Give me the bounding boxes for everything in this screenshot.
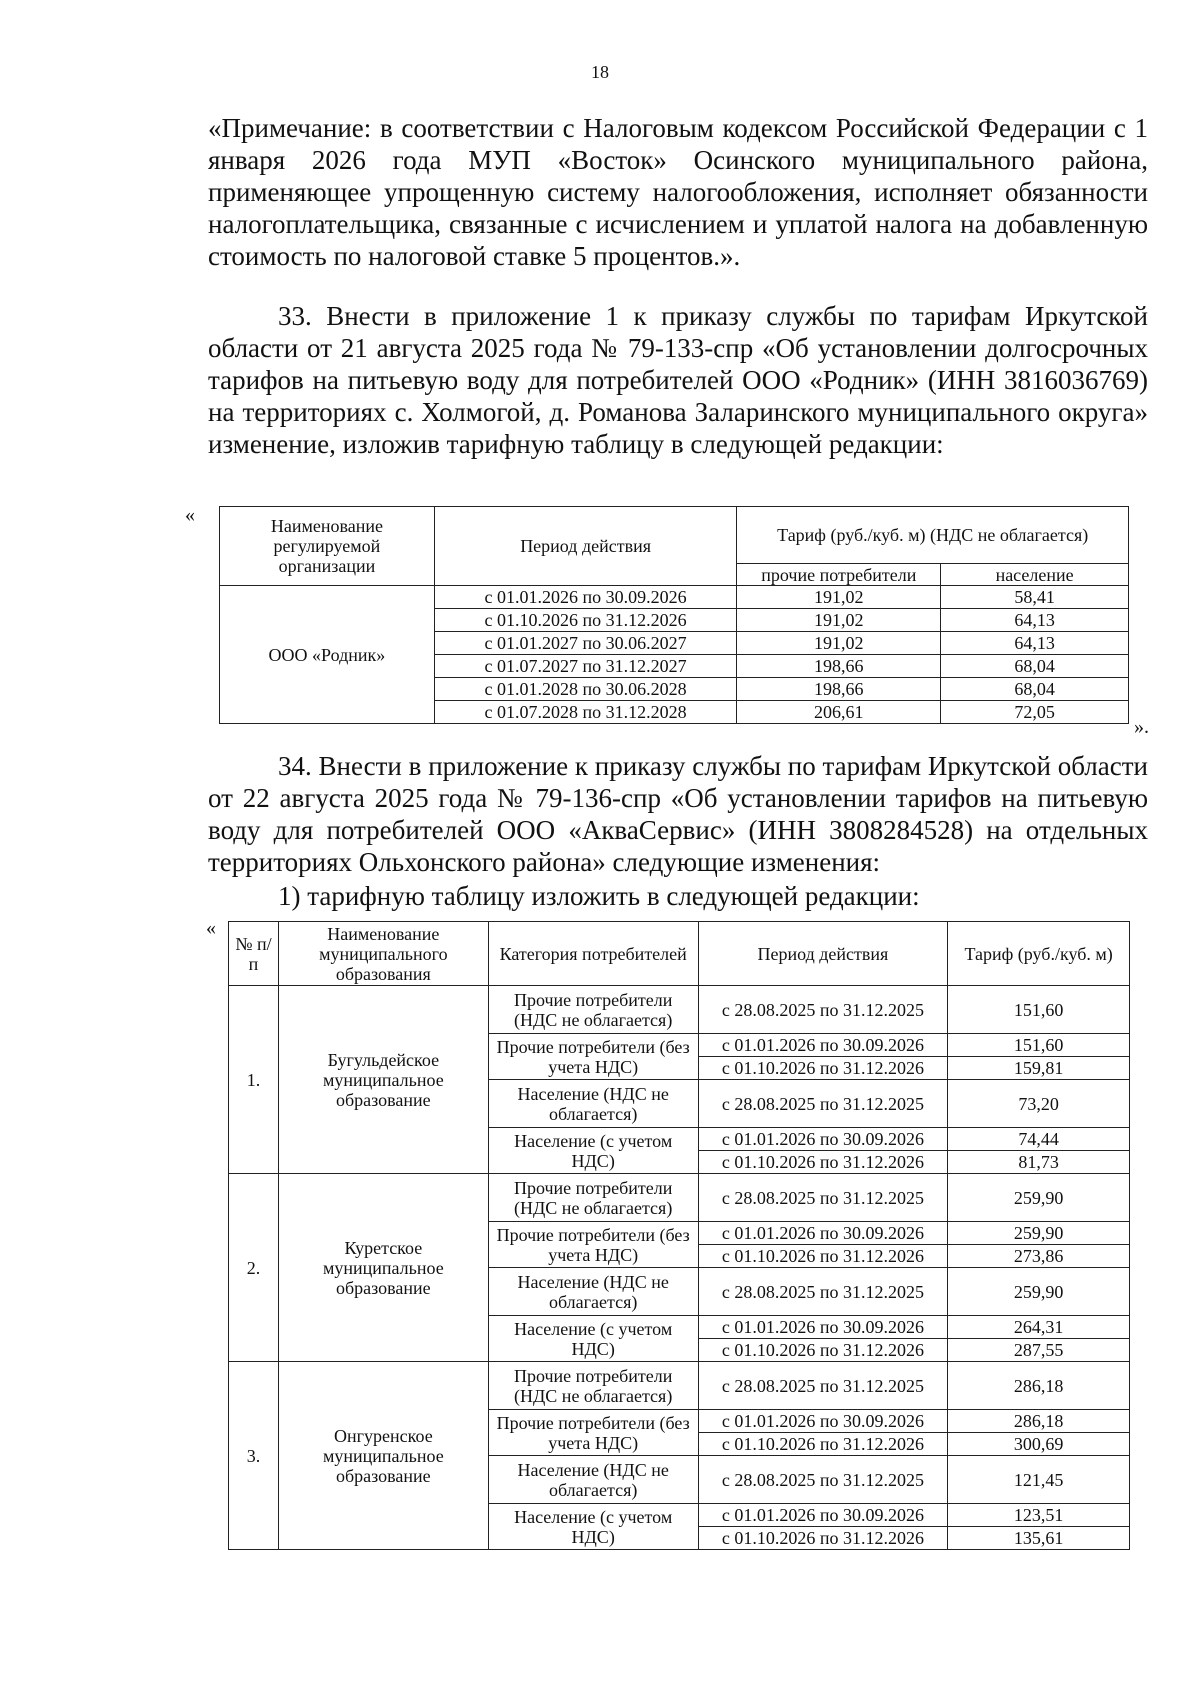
tariff-table-aquaservice xyxy=(228,921,1130,1550)
page-number: 18 xyxy=(591,62,609,82)
t2-tariff: 273,86 xyxy=(948,1245,1130,1268)
table-row xyxy=(229,1174,1130,1222)
t2-period: с 28.08.2025 по 31.12.2025 xyxy=(698,1456,948,1504)
t2-period: с 01.10.2026 по 31.12.2026 xyxy=(698,1527,948,1550)
t2-tariff: 264,31 xyxy=(948,1316,1130,1339)
t2-category: Прочие потребители (без учета НДС) xyxy=(488,1222,698,1268)
t1-others: 191,02 xyxy=(737,586,941,609)
t2-header-category: Категория потребителей xyxy=(488,922,698,986)
t2-municipality: Онгуренское муниципальное образование xyxy=(278,1362,488,1550)
t2-category: Население (НДС не облагается) xyxy=(488,1080,698,1128)
t2-municipality: Куретское муниципальное образование xyxy=(278,1174,488,1362)
t1-period: с 01.01.2027 по 30.06.2027 xyxy=(434,632,737,655)
t1-others: 191,02 xyxy=(737,632,941,655)
t2-period: с 28.08.2025 по 31.12.2025 xyxy=(698,1174,948,1222)
t2-category: Население (с учетом НДС) xyxy=(488,1504,698,1550)
t1-period: с 01.07.2027 по 31.12.2027 xyxy=(434,655,737,678)
tariff-table-rodnik xyxy=(219,506,1129,724)
t1-population: 68,04 xyxy=(941,655,1129,678)
t1-period: с 01.01.2026 по 30.09.2026 xyxy=(434,586,737,609)
t1-population: 68,04 xyxy=(941,678,1129,701)
t2-period: с 28.08.2025 по 31.12.2025 xyxy=(698,1362,948,1410)
t2-municipality: Бугульдейское муниципальное образование xyxy=(278,986,488,1174)
t2-row-num: 2. xyxy=(229,1174,279,1362)
table-row xyxy=(229,986,1130,1034)
item-34-sub1: 1) тарифную таблицу изложить в следующей редакции: xyxy=(278,881,920,911)
t2-period: с 01.10.2026 по 31.12.2026 xyxy=(698,1245,948,1268)
t2-tariff: 74,44 xyxy=(948,1128,1130,1151)
t2-period: с 01.10.2026 по 31.12.2026 xyxy=(698,1151,948,1174)
t2-tariff: 286,18 xyxy=(948,1362,1130,1410)
t2-tariff: 286,18 xyxy=(948,1410,1130,1433)
item-34-paragraph: 34. Внести в приложение к приказу службы по тарифам Иркутской области от 22 августа 2025 года № 79-136-спр «Об установлении тарифов на питьевую воду для потребителей ООО «АкваСервис» (ИНН 3808284528) на отдельных территориях Ольхонского района» следующие изменения: xyxy=(208,751,1148,877)
t1-population: 58,41 xyxy=(941,586,1129,609)
t2-category: Население (НДС не облагается) xyxy=(488,1456,698,1504)
t1-period: с 01.10.2026 по 31.12.2026 xyxy=(434,609,737,632)
t2-tariff: 81,73 xyxy=(948,1151,1130,1174)
t2-tariff: 73,20 xyxy=(948,1080,1130,1128)
note-paragraph: «Примечание: в соответствии с Налоговым кодексом Российской Федерации с 1 января 2026 года МУП «Восток» Осинского муниципального района, применяющее упрощенную систему налогообложения, исполняет обязанности налогоплательщика, связанные с исчислением и уплатой налога на добавленную стоимость по налоговой ставке 5 процентов.». xyxy=(208,113,1148,271)
t1-population: 64,13 xyxy=(941,609,1129,632)
t2-category: Население (с учетом НДС) xyxy=(488,1316,698,1362)
item-33-paragraph: 33. Внести в приложение 1 к приказу службы по тарифам Иркутской области от 21 августа 2025 года № 79-133-спр «Об установлении долгосрочных тарифов на питьевую воду для потребителей ООО «Родник» (ИНН 3816036769) на территориях с. Холмогой, д. Романова Заларинского муниципального округа» изменение, изложив тарифную таблицу в следующей редакции: xyxy=(208,301,1148,459)
t2-tariff: 121,45 xyxy=(948,1456,1130,1504)
t1-population: 64,13 xyxy=(941,632,1129,655)
t1-others: 198,66 xyxy=(737,678,941,701)
t1-header-org: Наименование регулируемой организации xyxy=(220,507,435,586)
t2-tariff: 259,90 xyxy=(948,1222,1130,1245)
table-row xyxy=(220,586,1129,609)
table-row xyxy=(229,1362,1130,1410)
t2-period: с 01.01.2026 по 30.09.2026 xyxy=(698,1128,948,1151)
t2-period: с 01.10.2026 по 31.12.2026 xyxy=(698,1433,948,1456)
t2-period: с 28.08.2025 по 31.12.2025 xyxy=(698,986,948,1034)
t1-population: 72,05 xyxy=(941,701,1129,724)
t1-period: с 01.07.2028 по 31.12.2028 xyxy=(434,701,737,724)
t1-org-name: ООО «Родник» xyxy=(220,586,435,724)
t2-period: с 28.08.2025 по 31.12.2025 xyxy=(698,1268,948,1316)
t1-header-tariff: Тариф (руб./куб. м) (НДС не облагается) xyxy=(737,507,1129,564)
t2-header-tariff: Тариф (руб./куб. м) xyxy=(948,922,1130,986)
t2-tariff: 300,69 xyxy=(948,1433,1130,1456)
table2-open-quote: « xyxy=(206,917,216,939)
t2-tariff: 259,90 xyxy=(948,1268,1130,1316)
t2-tariff: 135,61 xyxy=(948,1527,1130,1550)
t2-header-municipality: Наименование муниципального образования xyxy=(278,922,488,986)
t2-category: Прочие потребители (без учета НДС) xyxy=(488,1410,698,1456)
t2-header-period: Период действия xyxy=(698,922,948,986)
t1-header-population: население xyxy=(941,564,1129,586)
t2-period: с 01.01.2026 по 30.09.2026 xyxy=(698,1316,948,1339)
t2-category: Прочие потребители (НДС не облагается) xyxy=(488,1174,698,1222)
t2-tariff: 159,81 xyxy=(948,1057,1130,1080)
t2-tariff: 259,90 xyxy=(948,1174,1130,1222)
t2-tariff: 287,55 xyxy=(948,1339,1130,1362)
t2-row-num: 1. xyxy=(229,986,279,1174)
t2-category: Прочие потребители (НДС не облагается) xyxy=(488,1362,698,1410)
t2-period: с 28.08.2025 по 31.12.2025 xyxy=(698,1080,948,1128)
t2-period: с 01.01.2026 по 30.09.2026 xyxy=(698,1504,948,1527)
t2-header-num: № п/п xyxy=(229,922,279,986)
t2-category: Население (с учетом НДС) xyxy=(488,1128,698,1174)
t2-category: Прочие потребители (НДС не облагается) xyxy=(488,986,698,1034)
t1-header-others: прочие потребители xyxy=(737,564,941,586)
t2-period: с 01.01.2026 по 30.09.2026 xyxy=(698,1034,948,1057)
t1-header-period: Период действия xyxy=(434,507,737,586)
t2-period: с 01.10.2026 по 31.12.2026 xyxy=(698,1339,948,1362)
t1-others: 191,02 xyxy=(737,609,941,632)
t2-row-num: 3. xyxy=(229,1362,279,1550)
t2-category: Прочие потребители (без учета НДС) xyxy=(488,1034,698,1080)
t2-period: с 01.10.2026 по 31.12.2026 xyxy=(698,1057,948,1080)
t1-period: с 01.01.2028 по 30.06.2028 xyxy=(434,678,737,701)
t2-category: Население (НДС не облагается) xyxy=(488,1268,698,1316)
t2-period: с 01.01.2026 по 30.09.2026 xyxy=(698,1410,948,1433)
t2-tariff: 123,51 xyxy=(948,1504,1130,1527)
t2-period: с 01.01.2026 по 30.09.2026 xyxy=(698,1222,948,1245)
t2-tariff: 151,60 xyxy=(948,986,1130,1034)
t1-others: 198,66 xyxy=(737,655,941,678)
table1-close-quote: ». xyxy=(1134,716,1149,738)
table1-open-quote: « xyxy=(185,504,195,526)
t2-tariff: 151,60 xyxy=(948,1034,1130,1057)
t1-others: 206,61 xyxy=(737,701,941,724)
